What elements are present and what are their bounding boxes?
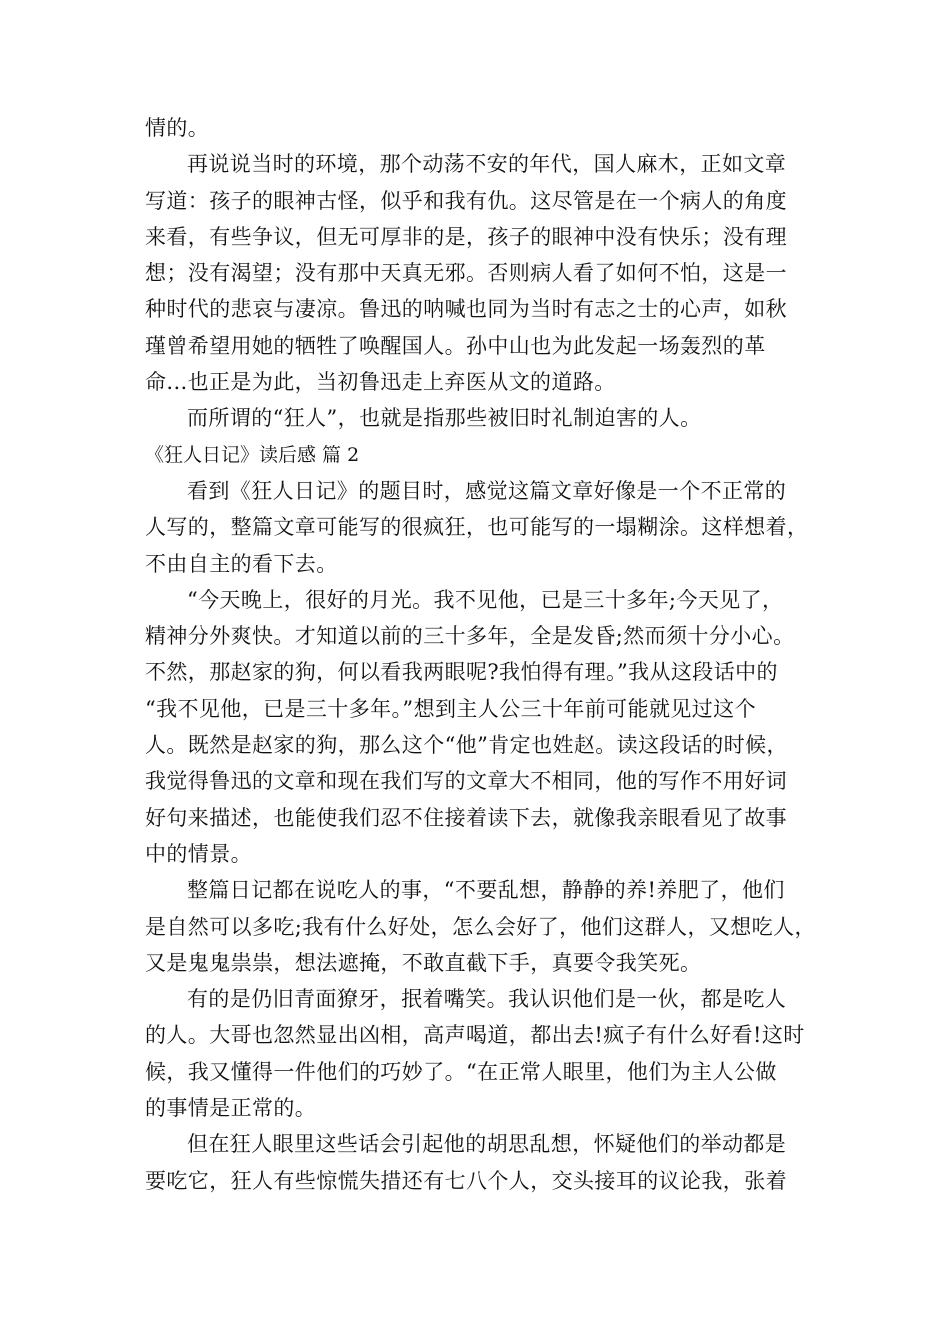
text-line: 不然，那赵家的狗，何以看我两眼呢?我怕得有理。”我从这段话中的 [145,660,778,685]
text-line: 种时代的悲哀与凄凉。鲁迅的呐喊也同为当时有志之士的心声，如秋 [145,297,787,322]
paragraph [145,400,825,436]
text-line: 又是鬼鬼祟祟，想法遮掩，不敢直截下手，真要令我笑死。 [145,950,702,975]
text-line: 精神分外爽快。才知道以前的三十多年，全是发昏;然而须十分小心。 [145,624,795,649]
text-line: 我觉得鲁迅的文章和现在我们写的文章大不相同，他的写作不用好词 [145,769,787,794]
text-line: “今天晚上，很好的月光。我不见他，已是三十多年;今天见了， [187,587,784,612]
text-line: 不由自主的看下去。 [145,551,338,576]
text-line: 有的是仍旧青面獠牙，抿着嘴笑。我认识他们是一伙，都是吃人 [187,987,787,1012]
text-line: 来看，有些争议，但无可厚非的是，孩子的眼神中没有快乐；没有理 [145,224,787,249]
text-line: 看到《狂人日记》的题目时，感觉这篇文章好像是一个不正常的 [187,478,787,503]
text-line: 《狂人日记》读后感 篇 2 [145,443,360,466]
text-line: 瑾曾希望用她的牺牲了唤醒国人。孙中山也为此发起一场轰烈的革 [145,333,766,358]
text-line: 中的情景。 [145,841,252,866]
text-line: 是自然可以多吃;我有什么好处，怎么会好了，他们这群人，又想吃人， [145,914,816,939]
section-heading [145,437,825,473]
text-line: 人写的，整篇文章可能写的很疯狂，也可能写的一塌糊涂。这样想着， [145,515,809,540]
document-body [145,110,825,1199]
paragraph [145,582,825,872]
text-line: 而所谓的“狂人”，也就是指那些被旧时礼制迫害的人。 [187,406,702,431]
text-line: 要吃它，狂人有些惊慌失措还有七八个人，交头接耳的议论我，张着 [145,1168,787,1193]
text-line: 好句来描述，也能使我们忍不住接着读下去，就像我亲眼看见了故事 [145,805,787,830]
paragraph [145,1126,825,1199]
paragraph [145,872,825,981]
text-line: 但在狂人眼里这些话会引起他的胡思乱想，怀疑他们的举动都是 [187,1132,787,1157]
text-line: 再说说当时的环境，那个动荡不安的年代，国人麻木，正如文章 [187,152,787,177]
text-line: 情的。 [145,116,210,140]
text-line: 写道：孩子的眼神古怪，似乎和我有仇。这尽管是在一个病人的角度 [145,188,787,213]
text-line: 命...也正是为此，当初鲁迅走上弃医从文的道路。 [145,370,616,395]
paragraph [145,981,825,1126]
text-line: 想；没有渴望；没有那中天真无邪。否则病人看了如何不怕，这是一 [145,261,787,286]
text-line: 的事情是正常的。 [145,1096,317,1121]
paragraph [145,146,825,400]
text-line: “我不见他，已是三十多年。”想到主人公三十年前可能就见过这个 [145,696,756,721]
text-line: 人。既然是赵家的狗，那么这个“他”肯定也姓赵。读这段话的时候， [145,733,788,758]
text-line: 整篇日记都在说吃人的事，“不要乱想，静静的养!养肥了，他们 [187,878,785,903]
paragraph [145,110,825,146]
text-line: 候，我又懂得一件他们的巧妙了。“在正常人眼里，他们为主人公做 [145,1059,777,1084]
text-line: 的人。大哥也忽然显出凶相，高声喝道，都出去!疯子有什么好看!这时 [145,1023,805,1048]
paragraph [145,473,825,582]
